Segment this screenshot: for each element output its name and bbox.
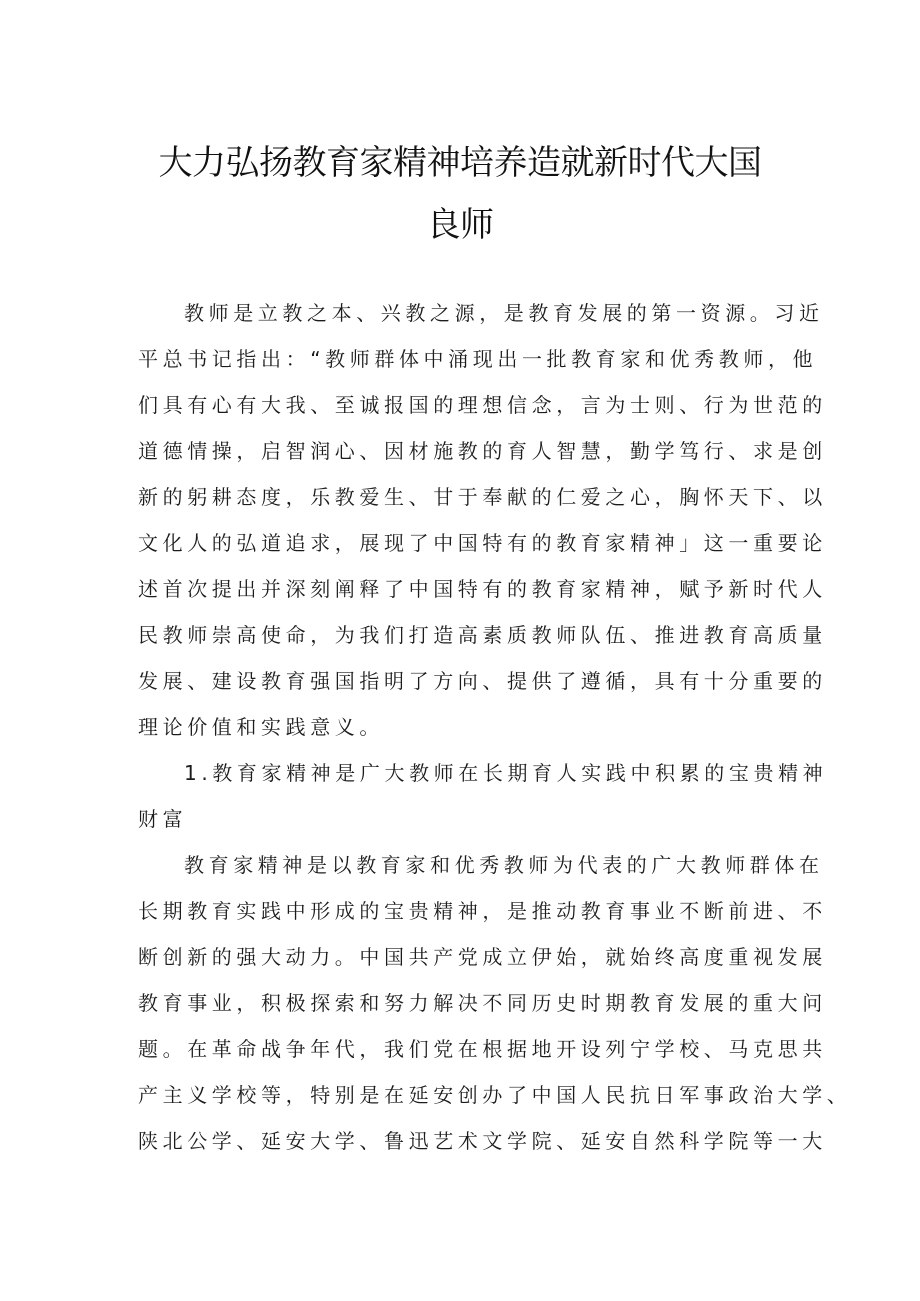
body-line: 道德情操，启智润心、因材施教的育人智慧，勤学笃行、求是创 <box>138 439 827 463</box>
body-line: 教育家精神是以教育家和优秀教师为代表的广大教师群体在 <box>184 853 824 877</box>
document-title-line-1: 大力弘扬教育家精神培养造就新时代大国 <box>158 143 762 183</box>
body-line: 长期教育实践中形成的宝贵精神，是推动教育事业不断前进、不 <box>138 899 827 923</box>
body-line: 教育事业，积极探索和努力解决不同历史时期教育发展的重大问 <box>138 991 827 1015</box>
body-line: 新的躬耕态度，乐教爱生、甘于奉献的仁爱之心，胸怀天下、以 <box>138 485 827 509</box>
body-line: 产主义学校等，特别是在延安创办了中国人民抗日军事政治大学、 <box>138 1083 852 1107</box>
body-line: 断创新的强大动力。中国共产党成立伊始，就始终高度重视发展 <box>138 945 827 969</box>
body-line: 平总书记指出：“教师群体中涌现出一批教育家和优秀教师，他 <box>138 347 818 371</box>
body-line: 述首次提出并深刻阐释了中国特有的教育家精神，赋予新时代人 <box>138 577 827 601</box>
body-line: 们具有心有大我、至诚报国的理想信念，言为士则、行为世范的 <box>138 393 827 417</box>
section-heading-line: 财富 <box>138 807 188 831</box>
body-line: 题。在革命战争年代，我们党在根据地开设列宁学校、马克思共 <box>138 1037 827 1061</box>
body-line: 文化人的弘道追求，展现了中国特有的教育家精神」这一重要论 <box>138 531 827 555</box>
body-line: 理论价值和实践意义。 <box>138 715 384 739</box>
section-heading-line: 1.教育家精神是广大教师在长期育人实践中积累的宝贵精神 <box>184 761 828 785</box>
body-line: 陕北公学、延安大学、鲁迅艺术文学院、延安自然科学院等一大 <box>138 1129 827 1153</box>
body-line: 民教师崇高使命，为我们打造高素质教师队伍、推进教育高质量 <box>138 623 827 647</box>
body-line: 发展、建设教育强国指明了方向、提供了遵循，具有十分重要的 <box>138 669 827 693</box>
body-line: 教师是立教之本、兴教之源，是教育发展的第一资源。习近 <box>184 301 824 325</box>
document-title-line-2: 良师 <box>426 205 494 245</box>
